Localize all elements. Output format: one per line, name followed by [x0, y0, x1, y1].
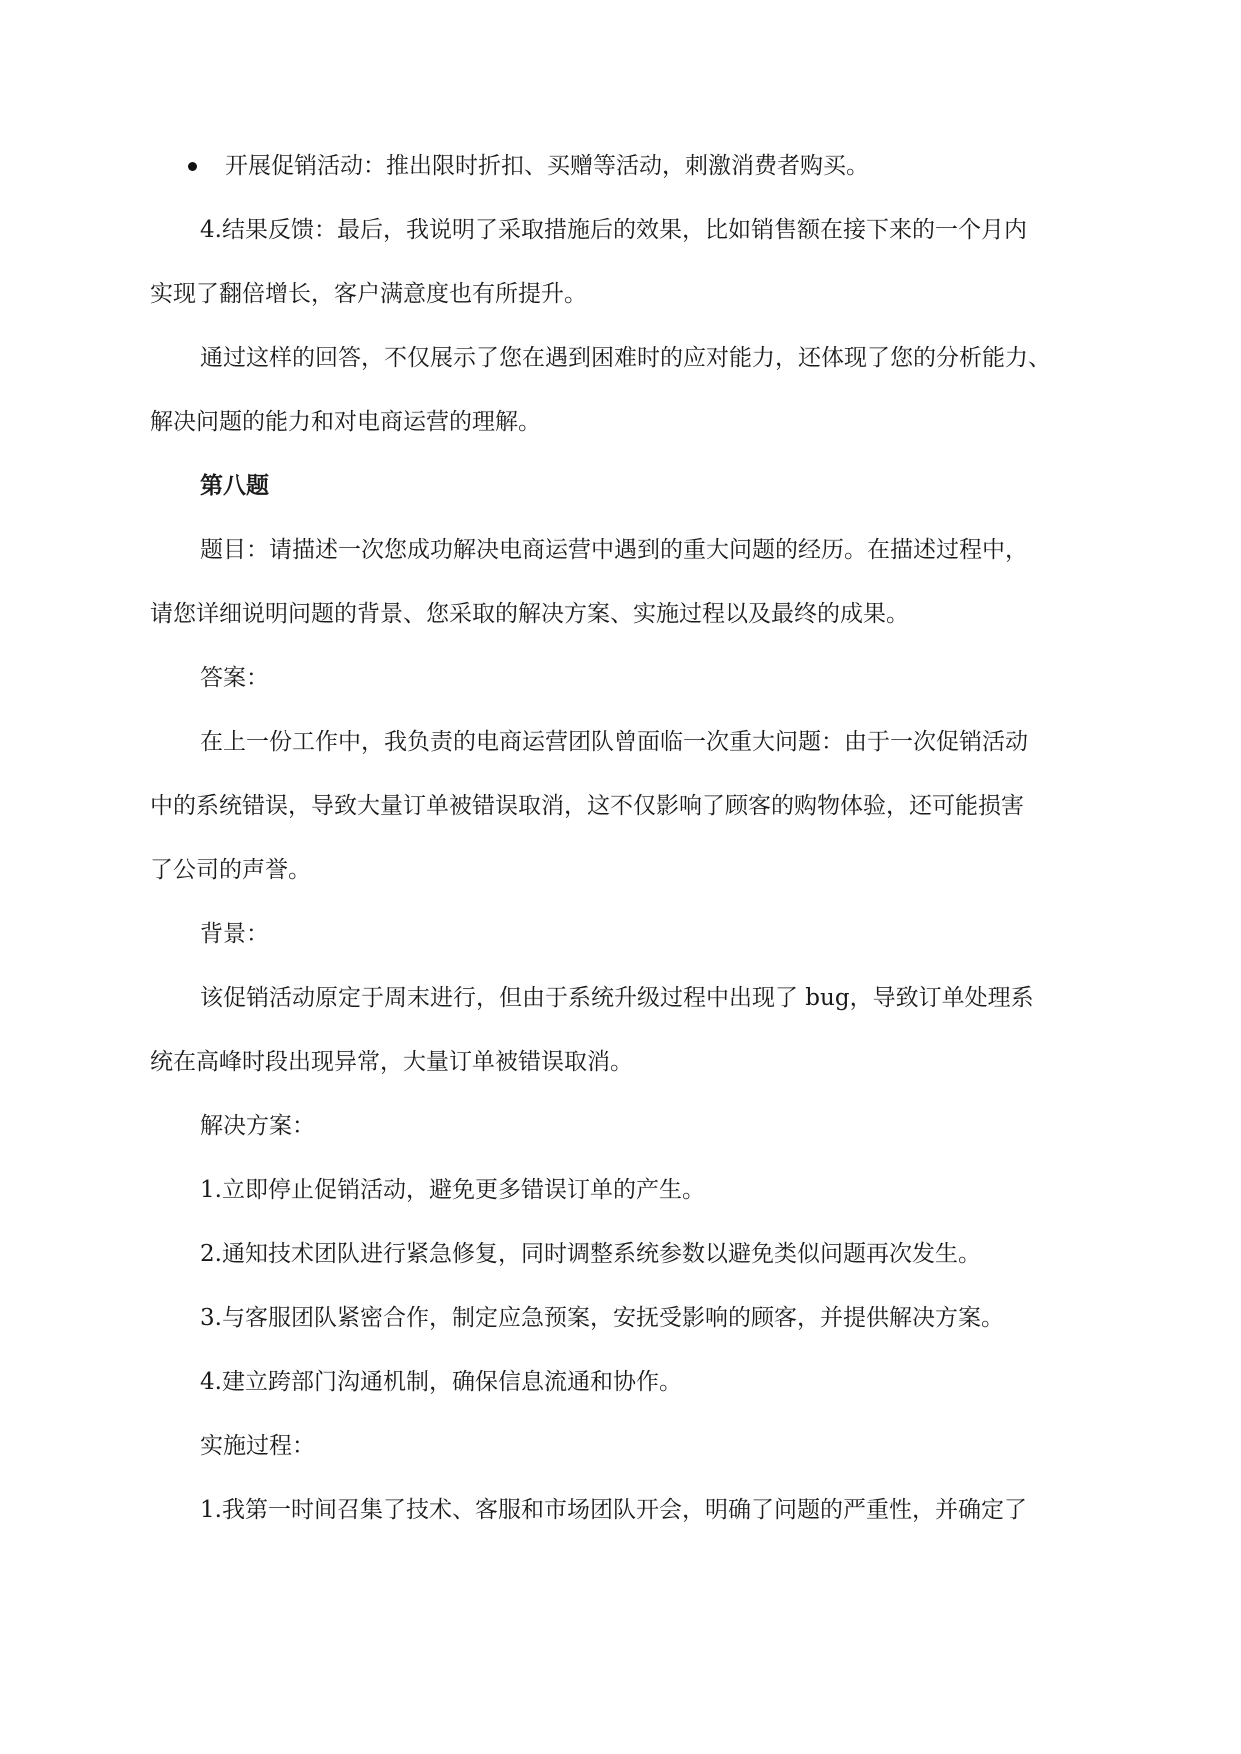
solution-item: 3.与客服团队紧密合作，制定应急预案，安抚受影响的顾客，并提供解决方案。 [200, 1305, 1004, 1331]
solution-item: 2.通知技术团队进行紧急修复，同时调整系统参数以避免类似问题再次发生。 [200, 1241, 981, 1267]
solution-label: 解决方案： [200, 1113, 315, 1139]
implementation-label: 实施过程： [200, 1433, 315, 1459]
result-paragraph-cont: 实现了翻倍增长，客户满意度也有所提升。 [150, 281, 587, 307]
background-paragraph: 该促销活动原定于周末进行，但由于系统升级过程中出现了 bug，导致订单处理系 [200, 985, 1034, 1011]
summary-paragraph: 通过这样的回答，不仅展示了您在遇到困难时的应对能力，还体现了您的分析能力、 [200, 345, 1051, 371]
bullet-icon [188, 162, 197, 171]
background-paragraph-cont: 统在高峰时段出现异常，大量订单被错误取消。 [150, 1049, 633, 1075]
summary-paragraph-cont: 解决问题的能力和对电商运营的理解。 [150, 409, 541, 435]
background-label: 背景： [200, 921, 269, 947]
solution-item: 1.立即停止促销活动，避免更多错误订单的产生。 [200, 1177, 705, 1203]
answer-paragraph-cont: 了公司的声誉。 [150, 857, 311, 883]
solution-item: 4.建立跨部门沟通机制，确保信息流通和协作。 [200, 1369, 682, 1395]
question-paragraph-cont: 请您详细说明问题的背景、您采取的解决方案、实施过程以及最终的成果。 [150, 601, 909, 627]
answer-paragraph: 在上一份工作中，我负责的电商运营团队曾面临一次重大问题：由于一次促销活动 [200, 729, 1028, 755]
result-paragraph: 4.结果反馈：最后，我说明了采取措施后的效果，比如销售额在接下来的一个月内 [200, 217, 1027, 243]
question-paragraph: 题目：请描述一次您成功解决电商运营中遇到的重大问题的经历。在描述过程中， [200, 537, 1028, 563]
answer-label: 答案： [200, 665, 269, 691]
answer-paragraph-cont: 中的系统错误，导致大量订单被错误取消，这不仅影响了顾客的购物体验，还可能损害 [150, 793, 1024, 819]
implementation-paragraph: 1.我第一时间召集了技术、客服和市场团队开会，明确了问题的严重性，并确定了 [200, 1497, 1027, 1523]
bullet-item: 开展促销活动：推出限时折扣、买赠等活动，刺激消费者购买。 [225, 153, 869, 179]
section-heading: 第八题 [200, 472, 269, 499]
